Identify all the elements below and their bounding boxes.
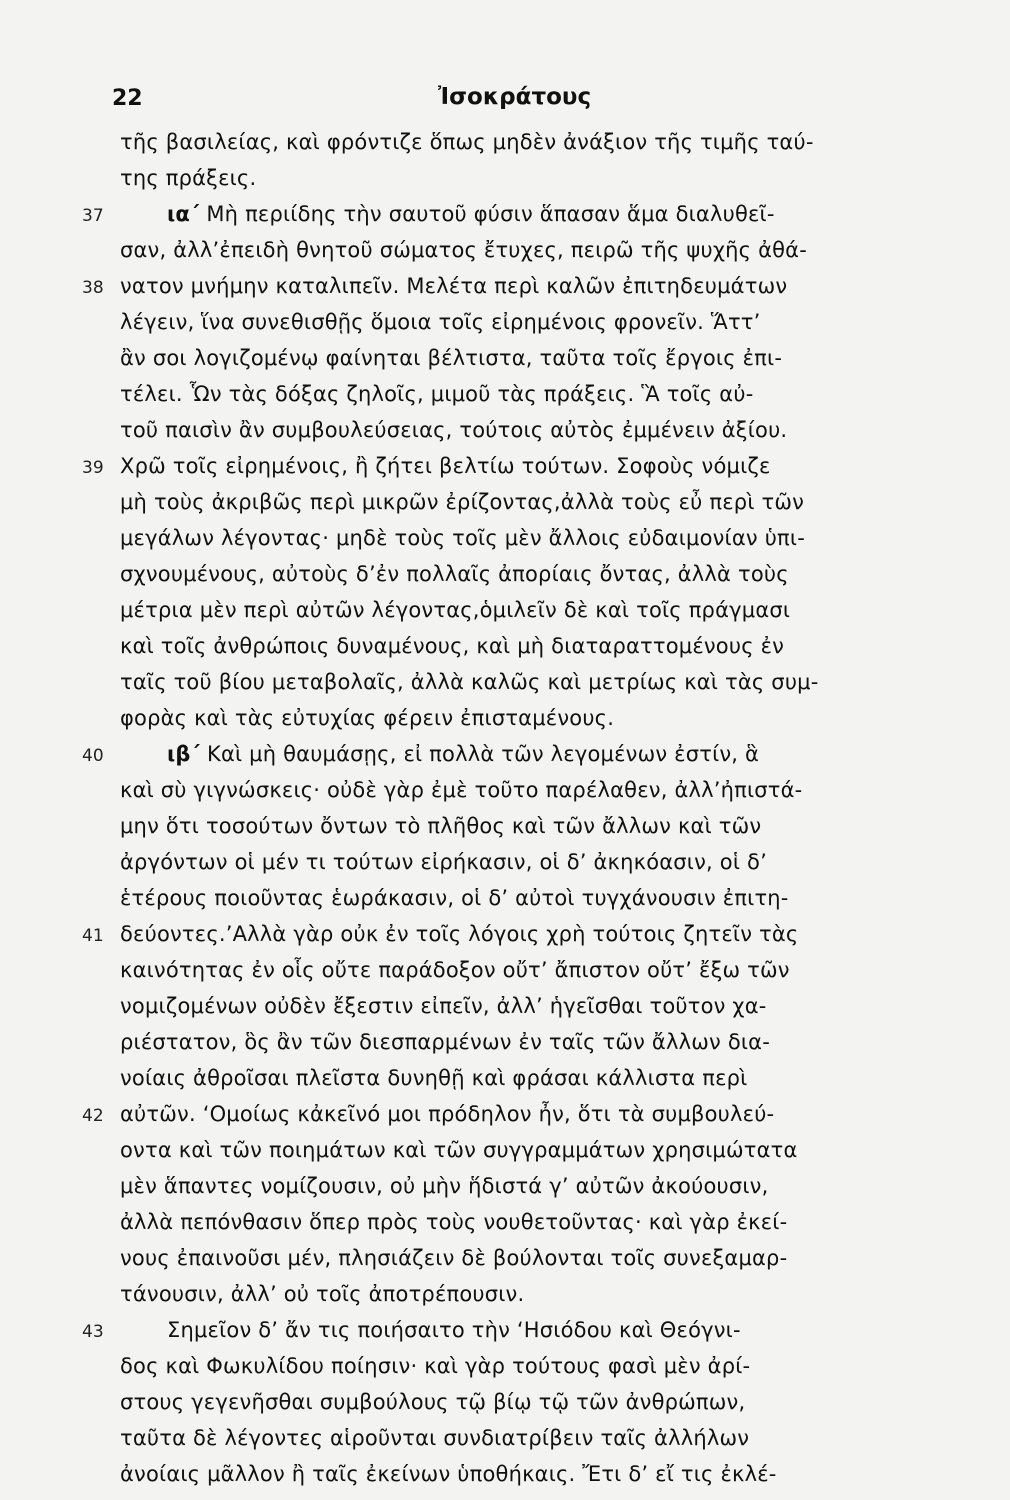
line-content: ἀνοίαις μᾶλλον ἢ ταῖς ἐκείνων ὑποθήκαις. Ἔτι δ’ εἴ τις ἐκλέ-	[120, 1462, 777, 1486]
margin-line-number: 37	[82, 206, 104, 226]
line-text	[120, 598, 790, 622]
line-text	[120, 1246, 787, 1270]
text-line	[82, 702, 922, 738]
line-content: Μὴ περιίδης τὴν σαυτοῦ φύσιν ἅπασαν ἅμα διαλυθεῖ-	[199, 202, 775, 226]
line-content: αὐτῶν. ‘Ομοίως κἀκεῖνό μοι πρόδηλον ἦν, ὅτι τὰ συμβουλεύ-	[120, 1102, 775, 1126]
margin-line-number: 40	[82, 746, 104, 766]
line-text	[120, 526, 805, 550]
line-text	[120, 994, 767, 1018]
line-text	[120, 166, 256, 190]
text-line	[82, 1098, 922, 1134]
text-line	[82, 1062, 922, 1098]
line-content: ἂν σοι λογιζομένῳ φαίνηται βέλτιστα, ταῦτα τοῖς ἔργοις ἐπι-	[120, 346, 783, 370]
text-line	[82, 234, 922, 270]
line-text	[120, 850, 767, 874]
line-content: νοίαις ἀθροῖσαι πλεῖστα δυνηθῇ καὶ φράσαι κάλλιστα περὶ	[120, 1066, 748, 1090]
line-content: τέλει. Ὧν τὰς δόξας ζηλοῖς, μιμοῦ τὰς πράξεις. Ἃ τοῖς αὐ-	[120, 382, 754, 406]
line-text	[120, 130, 814, 154]
line-content: τῆς βασιλείας, καὶ φρόντιζε ὅπως μηδὲν ἀνάξιον τῆς τιμῆς ταύ-	[120, 130, 814, 154]
line-text	[167, 742, 759, 766]
line-text	[120, 346, 782, 370]
line-content: ἀργόντων οἱ μέν τι τούτων εἰρήκασιν, οἱ δ’ ἀκηκόασιν, οἱ δ’	[120, 850, 767, 874]
page-header	[0, 80, 1010, 120]
text-line	[82, 738, 922, 774]
line-content: σαν, ἀλλ’ἐπειδὴ θνητοῦ σώματος ἔτυχες, πειρῶ τῆς ψυχῆς ἀθά-	[120, 238, 807, 262]
line-text	[120, 1282, 524, 1306]
text-line	[82, 126, 922, 162]
line-text	[120, 382, 753, 406]
line-text	[120, 814, 761, 838]
line-text	[120, 1354, 750, 1378]
line-text	[120, 1210, 787, 1234]
line-content: σχνουμένους, αὐτοὺς δ’ἐν πολλαῖς ἀπορίαις ὄντας, ἀλλὰ τοὺς	[120, 562, 789, 586]
line-text	[120, 1030, 770, 1054]
line-content: στους γεγενῆσθαι συμβούλους τῷ βίῳ τῷ τῶν ἀνθρώπων,	[120, 1390, 746, 1414]
line-text	[120, 1462, 777, 1486]
text-line	[82, 954, 922, 990]
line-text	[120, 274, 787, 298]
text-line	[82, 882, 922, 918]
text-line	[82, 162, 922, 198]
line-content: ριέστατον, ὃς ἂν τῶν διεσπαρμένων ἐν ταῖς τῶν ἄλλων δια-	[120, 1030, 770, 1054]
page-number: 22	[112, 86, 143, 111]
text-line	[82, 378, 922, 414]
line-text	[120, 958, 790, 982]
line-text	[167, 202, 775, 226]
margin-line-number: 39	[82, 458, 104, 478]
text-line	[82, 846, 922, 882]
line-content: Χρῶ τοῖς εἰρημένοις, ἢ ζήτει βελτίω τούτων. Σοφοὺς νόμιζε	[120, 454, 771, 478]
line-content: Καὶ μὴ θαυμάσῃς, εἰ πολλὰ τῶν λεγομένων ἐστίν, ἃ	[200, 742, 760, 766]
text-line	[82, 1314, 922, 1350]
text-line	[82, 306, 922, 342]
text-line	[82, 990, 922, 1026]
text-line	[82, 1026, 922, 1062]
line-text	[120, 238, 807, 262]
line-text	[120, 922, 798, 946]
text-line	[82, 918, 922, 954]
line-content: τάνουσιν, ἀλλ’ οὐ τοῖς ἀποτρέπουσιν.	[120, 1282, 525, 1306]
line-content: ἑτέρους ποιοῦντας ἑωράκασιν, οἱ δ’ αὐτοὶ τυγχάνουσιν ἐπιτη-	[120, 886, 789, 910]
line-text	[120, 1174, 768, 1198]
line-content: ταῦτα δὲ λέγοντες αἱροῦνται συνδιατρίβειν ταῖς ἀλλήλων	[120, 1426, 750, 1450]
line-text	[120, 490, 804, 514]
text-line	[82, 1170, 922, 1206]
line-content: μέτρια μὲν περὶ αὐτῶν λέγοντας,ὁμιλεῖν δὲ καὶ τοῖς πράγμασι	[120, 598, 791, 622]
line-content: οντα καὶ τῶν ποιημάτων καὶ τῶν συγγραμμάτων χρησιμώτατα	[120, 1138, 798, 1162]
text-line	[82, 1206, 922, 1242]
text-line	[82, 486, 922, 522]
text-line	[82, 594, 922, 630]
line-text	[120, 1426, 749, 1450]
margin-line-number: 43	[82, 1322, 104, 1342]
line-content: δος καὶ Φωκυλίδου ποίησιν· καὶ γὰρ τούτους φασὶ μὲν ἀρί-	[120, 1354, 751, 1378]
line-content: λέγειν, ἵνα συνεθισθῇς ὅμοια τοῖς εἰρημένοις φρονεῖν. Ἅττ’	[120, 310, 761, 334]
line-text	[120, 1138, 798, 1162]
margin-line-number: 42	[82, 1106, 104, 1126]
text-line	[82, 666, 922, 702]
line-text	[120, 1102, 774, 1126]
line-text	[120, 1066, 747, 1090]
line-content: τοῦ παισὶν ἂν συμβουλεύσειας, τούτοις αὐτὸς ἐμμένειν ἀξίου.	[120, 418, 788, 442]
text-line	[82, 810, 922, 846]
margin-line-number: 38	[82, 278, 104, 298]
text-line	[82, 630, 922, 666]
line-content: καινότητας ἐν οἷς οὔτε παράδοξον οὔτ’ ἄπιστον οὔτ’ ἔξω τῶν	[120, 958, 790, 982]
line-text	[120, 310, 761, 334]
line-text	[120, 1390, 745, 1414]
line-content: νατον μνήμην καταλιπεῖν. Μελέτα περὶ καλῶν ἐπιτηδευμάτων	[120, 274, 788, 298]
line-content: μεγάλων λέγοντας· μηδὲ τοὺς τοῖς μὲν ἄλλοις εὐδαιμονίαν ὑπι-	[120, 526, 805, 550]
line-content: νους ἐπαινοῦσι μέν, πλησιάζειν δὲ βούλονται τοῖς συνεξαμαρ-	[120, 1246, 788, 1270]
line-text	[120, 454, 771, 478]
text-body	[82, 126, 922, 1494]
line-content: της πράξεις.	[120, 166, 257, 190]
text-line	[82, 198, 922, 234]
text-line	[82, 774, 922, 810]
text-line	[82, 558, 922, 594]
line-content: ἀλλὰ πεπόνθασιν ὅπερ πρὸς τοὺς νουθετοῦντας· καὶ γὰρ ἐκεί-	[120, 1210, 788, 1234]
text-line	[82, 1458, 922, 1494]
text-line	[82, 1134, 922, 1170]
text-line	[82, 1422, 922, 1458]
line-text	[167, 1318, 741, 1342]
line-content: μὴ τοὺς ἀκριβῶς περὶ μικρῶν ἐρίζοντας,ἀλλὰ τοὺς εὖ περὶ τῶν	[120, 490, 805, 514]
line-text	[120, 778, 802, 802]
line-content: Σημεῖον δ’ ἄν τις ποιήσαιτο τὴν ‘Ησιόδου καὶ Θεόγνι-	[167, 1318, 741, 1342]
line-content: μὲν ἅπαντες νομίζουσιν, οὐ μὴν ἥδιστά γ’ αὐτῶν ἀκούουσιν,	[120, 1174, 769, 1198]
section-number: ιβ΄	[167, 742, 201, 766]
section-number: ια΄	[167, 202, 200, 226]
line-content: φορὰς καὶ τὰς εὐτυχίας φέρειν ἐπισταμένους.	[120, 706, 615, 730]
text-line	[82, 1278, 922, 1314]
line-text	[120, 562, 789, 586]
text-line	[82, 270, 922, 306]
line-text	[120, 706, 614, 730]
text-line	[82, 342, 922, 378]
line-content: δεύοντες.’Αλλὰ γὰρ οὐκ ἐν τοῖς λόγοις χρὴ τούτοις ζητεῖν τὰς	[120, 922, 799, 946]
line-text	[120, 670, 819, 694]
margin-line-number: 41	[82, 926, 104, 946]
line-content: καὶ τοῖς ἀνθρώποις δυναμένους, καὶ μὴ διαταραττομένους ἐν	[120, 634, 785, 658]
text-line	[82, 522, 922, 558]
line-text	[120, 418, 787, 442]
line-content: μην ὅτι τοσούτων ὄντων τὸ πλῆθος καὶ τῶν ἄλλων καὶ τῶν	[120, 814, 762, 838]
line-content: καὶ σὺ γιγνώσκεις· οὐδὲ γὰρ ἐμὲ τοῦτο παρέλαθεν, ἀλλ’ἠπιστά-	[120, 778, 803, 802]
running-title: Ἰσοκράτους	[438, 84, 592, 110]
text-line	[82, 450, 922, 486]
line-text	[120, 634, 784, 658]
line-content: ταῖς τοῦ βίου μεταβολαῖς, ἀλλὰ καλῶς καὶ μετρίως καὶ τὰς συμ-	[120, 670, 819, 694]
text-line	[82, 1350, 922, 1386]
text-line	[82, 1386, 922, 1422]
line-content: νομιζομένων οὐδὲν ἔξεστιν εἰπεῖν, ἀλλ’ ἡγεῖσθαι τοῦτον χα-	[120, 994, 767, 1018]
text-line	[82, 1242, 922, 1278]
text-line	[82, 414, 922, 450]
line-text	[120, 886, 789, 910]
